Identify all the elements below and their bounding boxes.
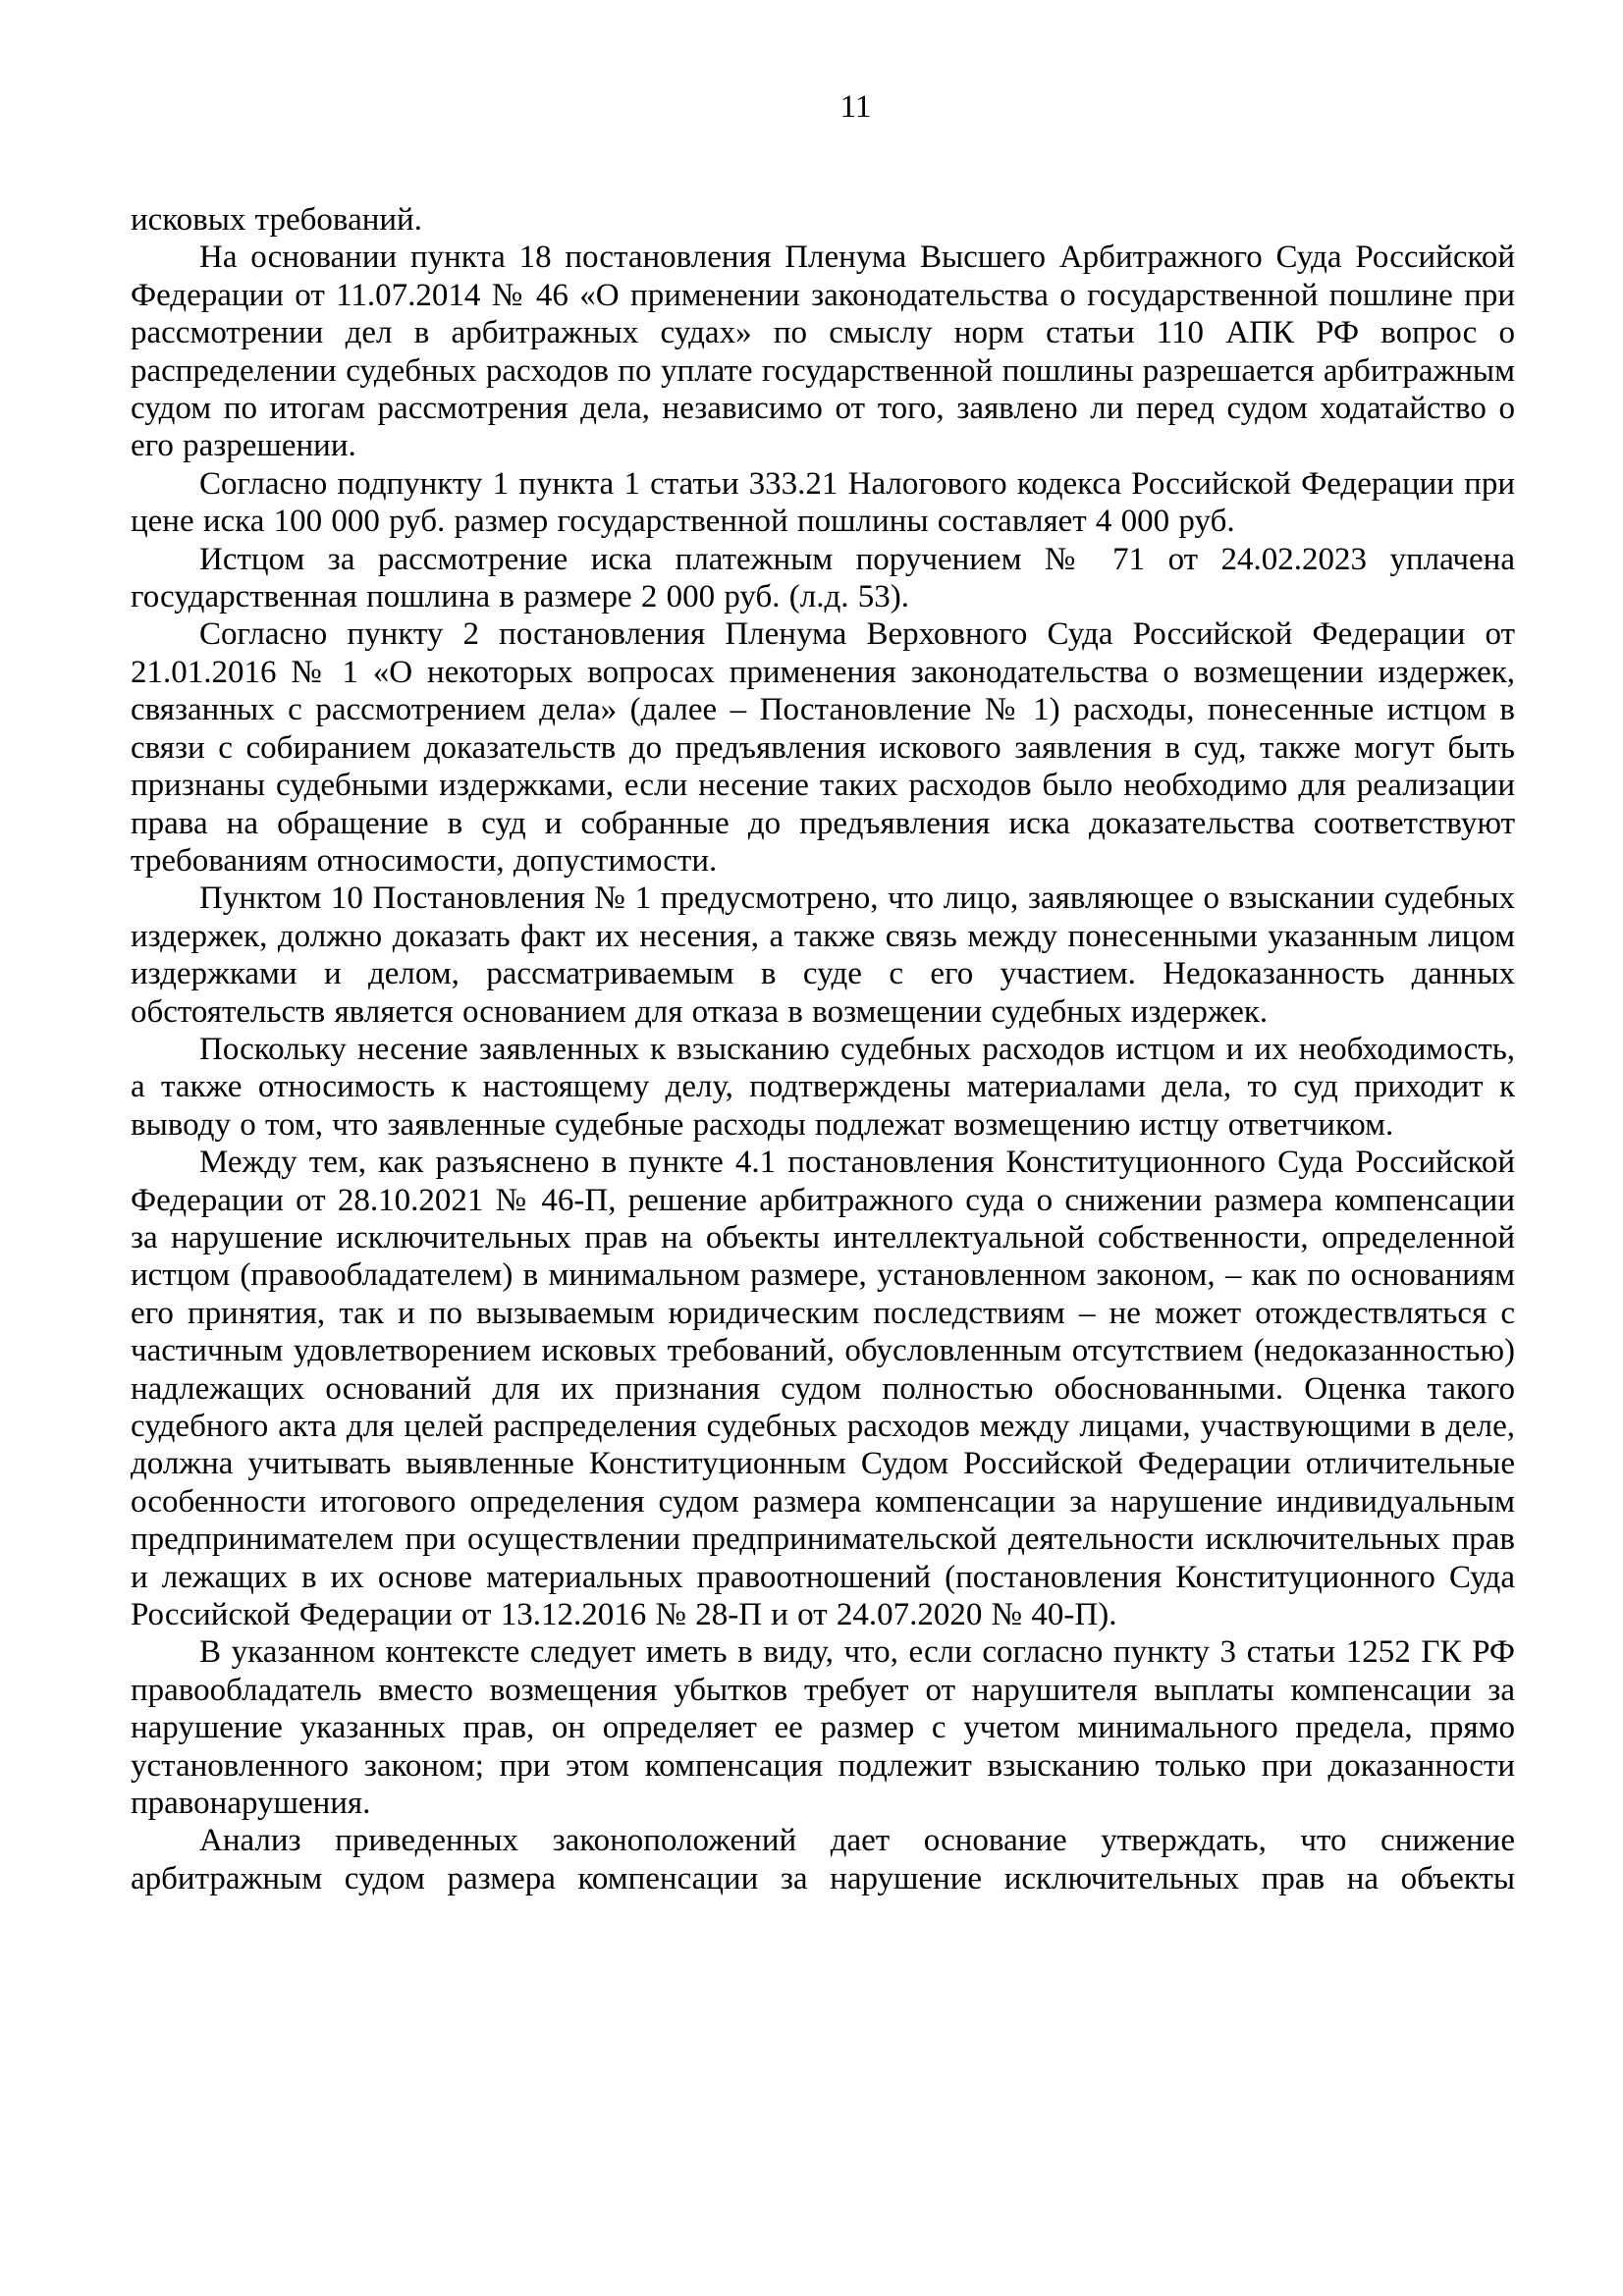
paragraph: Поскольку несение заявленных к взысканию судебных расходов истцом и их необходимость, а также относимость к настоящему делу, подтверждены материалами дела, то суд приходит к выводу о том, что заявленные судебные расходы подлежат возмещению истцу ответчиком. [131, 1031, 1515, 1143]
paragraph: Пунктом 10 Постановления № 1 предусмотрено, что лицо, заявляющее о взыскании судебных издержек, должно доказать факт их несения, а также связь между понесенными указанным лицом издержками и делом, рассматриваемым в суде с его участием. Недоказанность данных обстоятельств является основанием для отказа в возмещении судебных издержек. [131, 881, 1515, 1030]
paragraph: В указанном контексте следует иметь в виду, что, если согласно пункту 3 статьи 1252 ГК РФ правообладатель вместо возмещения убытков требует от нарушителя выплаты компенсации за нарушение указанных прав, он определяет ее размер с учетом минимального предела, прямо установленного законом; при этом компенсация подлежит взысканию только при доказанности правонарушения. [131, 1634, 1515, 1822]
page-number: 11 [839, 89, 872, 125]
paragraph: Согласно подпункту 1 пункта 1 статьи 333.21 Налогового кодекса Российской Федерации при цене иска 100 000 руб. размер государственной пошлины составляет 4 000 руб. [131, 465, 1515, 540]
paragraph-continues-next-page: Анализ приведенных законоположений дает основание утверждать, что снижение арбитражным судом размера компенсации за нарушение исключительных прав на объекты [131, 1823, 1515, 1896]
paragraph-continuation: исковых требований. [131, 202, 422, 238]
paragraph: Истцом за рассмотрение иска платежным поручением № 71 от 24.02.2023 уплачена государственная пошлина в размере 2 000 руб. (л.д. 53). [131, 541, 1515, 615]
document-body [131, 201, 1515, 1897]
paragraph: Согласно пункту 2 постановления Пленума Верховного Суда Российской Федерации от 21.01.2016 № 1 «О некоторых вопросах применения законодательства о возмещении издержек, связанных с рассмотрением дела» (далее – Постановление № 1) расходы, понесенные истцом в связи с собиранием доказательств до предъявления искового заявления в суд, также могут быть признаны судебными издержками, если несение таких расходов было необходимо для реализации права на обращение в суд и собранные до предъявления иска доказательства соответствуют требованиям относимости, допустимости. [131, 616, 1515, 879]
paragraph: Между тем, как разъяснено в пункте 4.1 постановления Конституционного Суда Российской Федерации от 28.10.2021 № 46-П, решение арбитражного суда о снижении размера компенсации за нарушение исключительных прав на объекты интеллектуальной собственности, определенной истцом (правообладателем) в минимальном размере, установленном законом, – как по основаниям его принятия, так и по вызываемым юридическим последствиям – не может отождествляться с частичным удовлетворением исковых требований, обусловленным отсутствием (недоказанностью) надлежащих оснований для их признания судом полностью обоснованными. Оценка такого судебного акта для целей распределения судебных расходов между лицами, участвующими в деле, должна учитывать выявленные Конституционным Судом Российской Федерации отличительные особенности итогового определения судом размера компенсации за нарушение индивидуальным предпринимателем при осуществлении предпринимательской деятельности исключительных прав и лежащих в их основе материальных правоотношений (постановления Конституционного Суда Российской Федерации от 13.12.2016 № 28-П и от 24.07.2020 № 40-П). [131, 1145, 1515, 1633]
paragraph: На основании пункта 18 постановления Пленума Высшего Арбитражного Суда Российской Федерации от 11.07.2014 № 46 «О применении законодательства о государственной пошлине при рассмотрении дел в арбитражных судах» по смыслу норм статьи 110 АПК РФ вопрос о распределении судебных расходов по уплате государственной пошлины разрешается арбитражным судом по итогам рассмотрения дела, независимо от того, заявлено ли перед судом ходатайство о его разрешении. [131, 240, 1515, 464]
